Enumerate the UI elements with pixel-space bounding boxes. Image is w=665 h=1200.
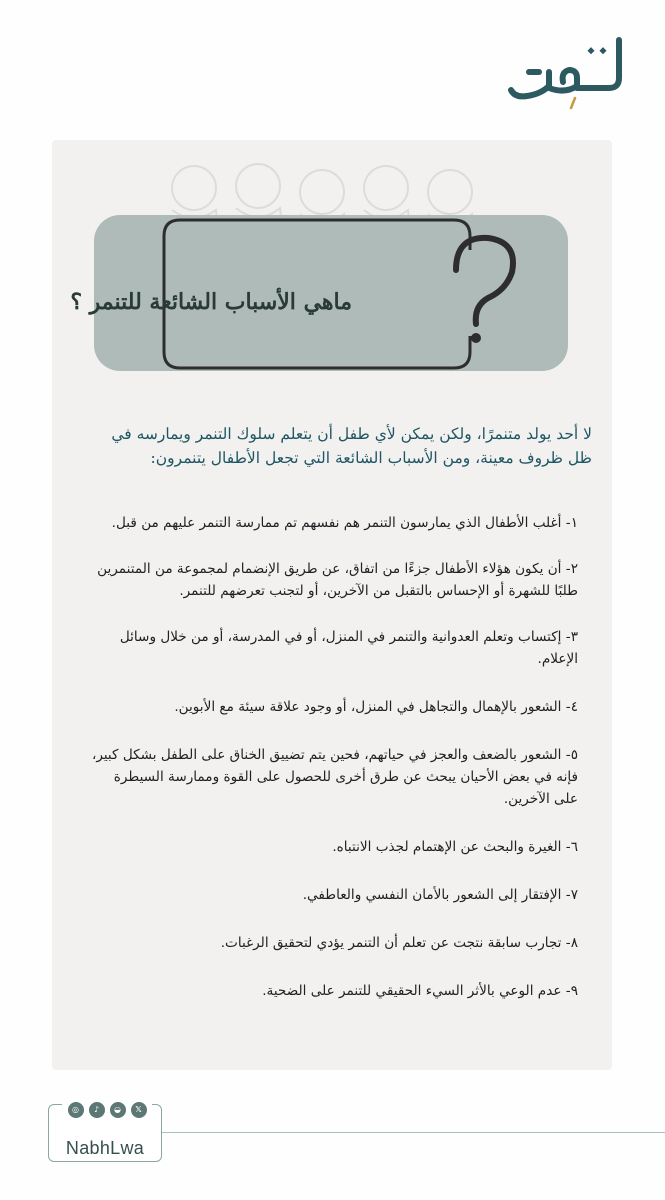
question-mark-icon <box>456 238 513 324</box>
social-icons-row <box>62 1102 152 1124</box>
tiktok-icon[interactable]: ♪ <box>89 1102 105 1118</box>
reason-item: ٩- عدم الوعي بالأثر السيء الحقيقي للتنمر على الضحية. <box>262 983 578 999</box>
reason-item: ٢- أن يكون هؤلاء الأطفال جزءًا من اتفاق، عن طريق الإنضمام لمجموعة من المتنمرين طلبًا للشهرة أو الإحساس بالتقبل من الآخرين، أو لتجنب تعرضهم للتنمر. <box>97 561 578 599</box>
instagram-icon[interactable]: ◎ <box>68 1102 84 1118</box>
intro-paragraph: لا أحد يولد متنمرًا، ولكن يمكن لأي طفل أن يتعلم سلوك التنمر ويمارسه في ظل ظروف معينة، ومن الأسباب الشائعة التي تجعل الأطفال يتنمرون: <box>111 425 592 467</box>
reason-item: ٣- إكتساب وتعلم العدوانية والتنمر في المنزل، أو في المدرسة، أو من خلال وسائل الإعلام. <box>119 629 578 667</box>
question-title: ماهي الأسباب الشائعة للتنمر ؟ <box>70 289 352 315</box>
question-mark-dot <box>471 333 481 343</box>
question-frame <box>52 140 612 400</box>
brand-logo <box>505 20 625 110</box>
x-icon[interactable]: 𝕏 <box>131 1102 147 1118</box>
content-card <box>52 140 612 1070</box>
reason-item: ٤- الشعور بالإهمال والتجاهل في المنزل، أو وجود علاقة سيئة مع الأبوين. <box>174 699 578 715</box>
reason-item: ٧- الإفتقار إلى الشعور بالأمان النفسي والعاطفي. <box>302 887 578 903</box>
reason-item: ٦- الغيرة والبحث عن الإهتمام لجذب الانتباه. <box>332 839 578 855</box>
reason-item: ٥- الشعور بالضعف والعجز في حياتهم، فحين يتم تضييق الخناق على الطفل بشكل كبير، فإنه في بعض الأحيان يبحث عن طرق أخرى للحصول على القوة وممارسة السيطرة على الآخرين. <box>91 747 578 807</box>
footer-divider <box>150 1132 665 1133</box>
social-handle[interactable]: NabhLwa <box>65 1138 145 1158</box>
reason-item: ١- أغلب الأطفال الذي يمارسون التنمر هم نفسهم تم ممارسة التنمر عليهم من قبل. <box>111 515 578 531</box>
reasons-list <box>86 512 578 1002</box>
reason-item: ٨- تجارب سابقة نتجت عن تعلم أن التنمر يؤدي لتحقيق الرغبات. <box>220 935 578 951</box>
snapchat-icon[interactable]: ◒ <box>110 1102 126 1118</box>
